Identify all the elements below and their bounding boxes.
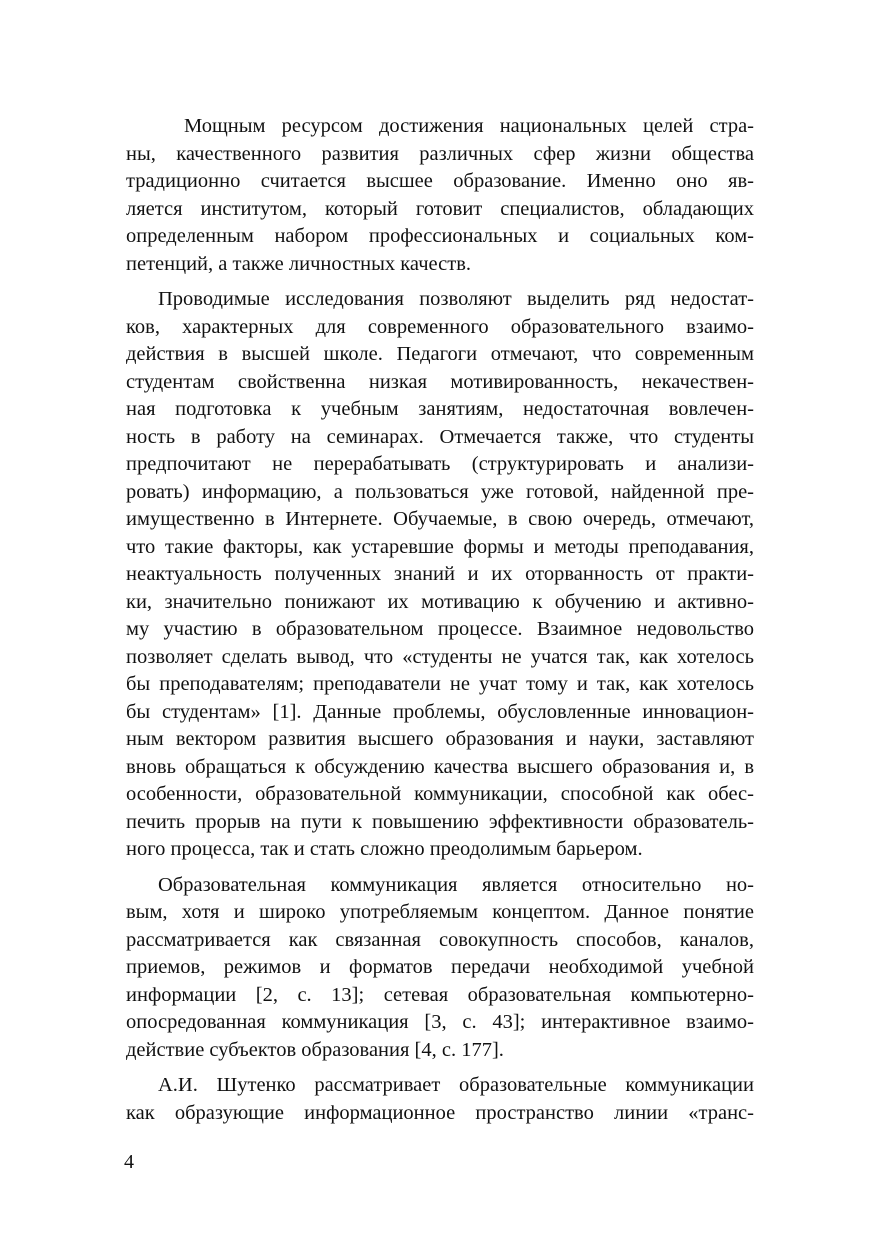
paragraph-3-line-6: опосредованная коммуникация [3, с. 43]; интерактивное взаимо- bbox=[126, 1011, 754, 1033]
paragraph-gap bbox=[126, 864, 754, 872]
paragraph-gap bbox=[126, 1064, 754, 1072]
paragraph-2-line-2: ков, характерных для современного образовательного взаимо- bbox=[126, 315, 754, 338]
paragraph-2-line-11: неактуальность полученных знаний и их оторванность от практи- bbox=[126, 563, 754, 585]
paragraph-2-line-1: Проводимые исследования позволяют выделить ряд недостат- bbox=[158, 288, 754, 310]
paragraph-1-line-1: Мощным ресурсом достижения национальных целей стра- bbox=[184, 115, 754, 137]
paragraph-2-line-4: студентам свойственна низкая мотивированность, некачествен- bbox=[126, 370, 754, 393]
paragraph-2-line-10: что такие факторы, как устаревшие формы и методы преподавания, bbox=[126, 535, 754, 558]
paragraph-2-line-12: ки, значительно понижают их мотивацию к обучению и активно- bbox=[126, 590, 754, 613]
paragraph-2-line-20: печить прорыв на пути к повышению эффективности образователь- bbox=[126, 810, 754, 833]
paragraph-2-line-3: действия в высшей школе. Педагоги отмечают, что современным bbox=[126, 343, 754, 365]
paragraph-4-line-2: как образующие информационное пространство линии «транс- bbox=[126, 1101, 754, 1124]
paragraph-2-line-19: особенности, образовательной коммуникации, способной как обес- bbox=[126, 783, 754, 805]
paragraph-1-line-2: ны, качественного развития различных сфер жизни общества bbox=[126, 142, 754, 165]
paragraph-2-line-18: вновь обращаться к обсуждению качества высшего образования и, в bbox=[126, 755, 754, 778]
paragraph-3-line-1: Образовательная коммуникация является относительно но- bbox=[158, 873, 754, 896]
paragraph-3-line-2: вым, хотя и широко употребляемым концептом. Данное понятие bbox=[126, 901, 754, 923]
paragraph-1-line-5: определенным набором профессиональных и социальных ком- bbox=[126, 225, 754, 247]
paragraph-2-line-5: ная подготовка к учебным занятиям, недостаточная вовлечен- bbox=[126, 398, 754, 420]
paragraph-2-line-8: ровать) информацию, а пользоваться уже готовой, найденной пре- bbox=[126, 480, 754, 503]
paragraph-gap bbox=[126, 278, 754, 286]
paragraph-2-line-9: имущественно в Интернете. Обучаемые, в свою очередь, отмечают, bbox=[126, 508, 754, 530]
paragraph-2-line-21: ного процесса, так и стать сложно преодолимым барьером. bbox=[126, 838, 643, 860]
paragraph-1-line-4: ляется институтом, который готовит специалистов, обладающих bbox=[126, 197, 754, 220]
paragraph-4-line-1: А.И. Шутенко рассматривает образовательные коммуникации bbox=[158, 1074, 754, 1096]
paragraph-2-line-13: му участию в образовательном процессе. Взаимное недовольство bbox=[126, 618, 754, 640]
paragraph-2-line-7: предпочитают не перерабатывать (структурировать и анализи- bbox=[126, 453, 754, 475]
paragraph-3-line-5: информации [2, с. 13]; сетевая образовательная компьютерно- bbox=[126, 983, 754, 1006]
paragraph-1-line-6: петенций, а также личностных качеств. bbox=[126, 252, 471, 275]
paragraph-3-line-4: приемов, режимов и форматов передачи необходимой учебной bbox=[126, 956, 754, 978]
paragraph-2-line-16: бы студентам» [1]. Данные проблемы, обусловленные инновацион- bbox=[126, 700, 754, 723]
paragraph-2-line-15: бы преподавателям; преподаватели не учат тому и так, как хотелось bbox=[126, 673, 754, 695]
paragraph-1-line-3: традиционно считается высшее образование. Именно оно яв- bbox=[126, 170, 754, 192]
paragraph-3-line-7: действие субъектов образования [4, с. 177]. bbox=[126, 1038, 504, 1061]
paragraph-2-line-17: ным вектором развития высшего образования и науки, заставляют bbox=[126, 728, 754, 750]
page-number: 4 bbox=[124, 1151, 134, 1173]
paragraph-2-line-14: позволяет сделать вывод, что «студенты не учатся так, как хотелось bbox=[126, 645, 754, 668]
paragraph-2-line-6: ность в работу на семинарах. Отмечается также, что студенты bbox=[126, 425, 754, 448]
paragraph-3-line-3: рассматривается как связанная совокупность способов, каналов, bbox=[126, 928, 754, 951]
body-text bbox=[126, 113, 754, 1127]
